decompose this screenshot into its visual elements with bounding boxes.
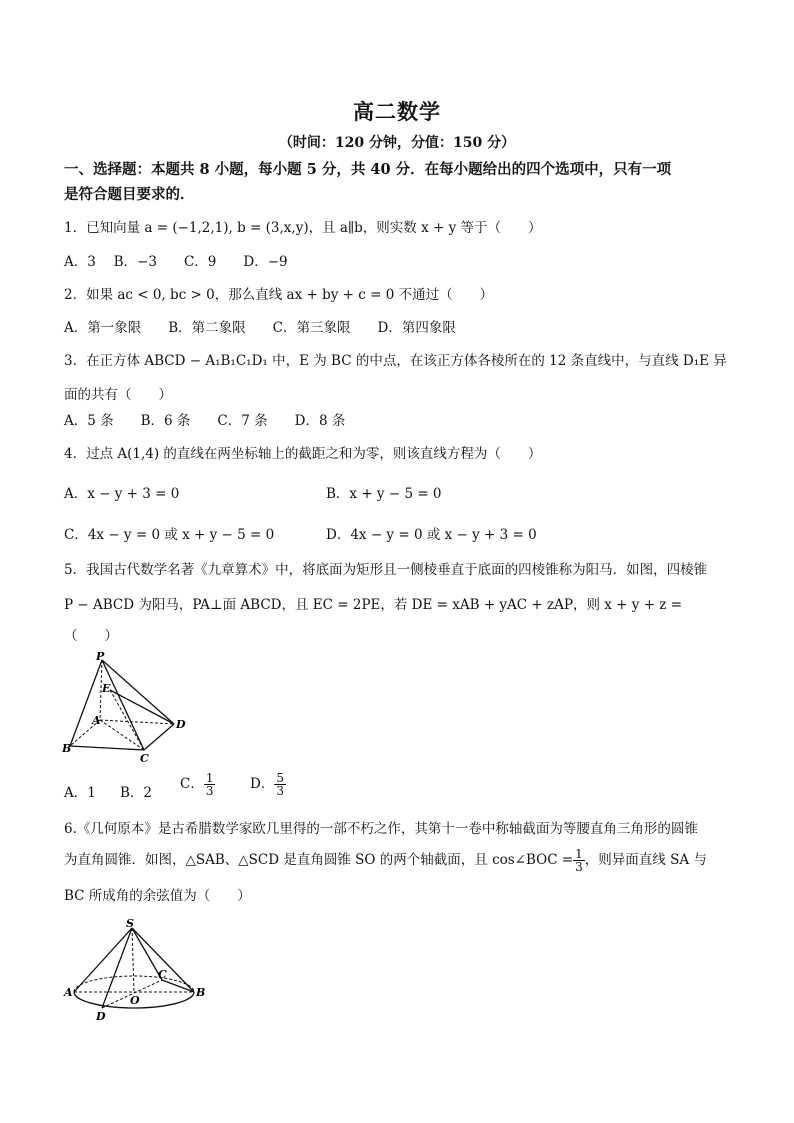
section-heading-line1: 一、选择题：本题共 8 小题，每小题 5 分，共 40 分．在每小题给出的四个选项中，只有一项 [64,161,672,178]
question-6-stem-line3: BC 所成角的余弦值为（ ） [64,888,251,904]
question-4-option-c: C．4x − y = 0 或 x + y − 5 = 0 [64,527,275,543]
figure-label: B [196,986,206,999]
figure-label: S [126,918,134,930]
cone-figure [62,918,212,1022]
question-5-stem-line3: （ ） [64,628,118,644]
figure-label: E [102,682,111,695]
figure-label: B [62,742,72,755]
section-heading-line2: 是符合题目要求的． [64,186,195,203]
question-4-option-a: A．x − y + 3 = 0 [64,486,180,502]
question-5-stem-line2: P − ABCD 为阳马，PA⊥面 ABCD，且 EC = 2PE，若 DE = xAB + yAC + zAP，则 x + y + z = [64,597,683,613]
question-3-stem-line1: 3．在正方体 ABCD − A₁B₁C₁D₁ 中，E 为 BC 的中点，在该正方体各棱所在的 12 条直线中，与直线 D₁E 异 [64,353,727,369]
question-6-stem-line1: 6.《几何原本》是古希腊数学家欧几里得的一部不朽之作，其第十一卷中称轴截面为等腰直角三角形的圆锥 [64,821,698,837]
question-2-stem: 2．如果 ac < 0, bc > 0，那么直线 ax + by + c = 0 不通过（ ） [64,287,494,303]
question-5-option-b: B．2 [120,785,153,801]
question-3-options: A．5 条 B．6 条 C．7 条 D．8 条 [64,413,346,429]
figure-label: D [96,1010,106,1022]
question-4-stem: 4．过点 A(1,4) 的直线在两坐标轴上的截距之和为零，则该直线方程为（ ） [64,446,542,462]
question-5-option-c: C． $\frac{1}{3}$ [180,771,214,798]
figure-label: D [176,718,186,731]
figure-label: A [64,986,73,999]
question-1-options: A．3 B．−3 C．9 D．−9 [64,254,288,270]
figure-label: C [158,968,167,981]
question-1-stem: 1．已知向量 a = (−1,2,1), b = (3,x,y)，且 a∥b，则实数 x + y 等于（ ） [64,220,542,236]
figure-label: C [140,752,149,764]
figure-label: O [130,994,140,1007]
question-5-option-a: A．1 [64,785,96,801]
fraction: $\frac{5}{3}$ [276,771,284,798]
pyramid-figure [62,652,192,764]
fraction: $\frac{1}{3}$ [205,771,214,798]
page-title: 高二数学 [353,99,441,124]
question-4-option-d: D．4x − y = 0 或 x − y + 3 = 0 [326,527,537,543]
question-4-option-b: B．x + y − 5 = 0 [326,486,442,502]
exam-info: （时间：120 分钟，分值：150 分） [278,135,516,151]
fraction: $\frac{1}{3}$ [575,847,583,874]
question-5-option-d: D． $\frac{5}{3}$ [250,771,284,798]
question-6-stem-line2: 为直角圆锥．如图，△SAB、△SCD 是直角圆锥 SO 的两个轴截面，且 cos∠BOC = $\frac{1}{3}$ ，则异面直线 SA 与 [64,847,707,874]
figure-label: A [92,714,101,727]
question-2-options: A．第一象限 B．第二象限 C．第三象限 D．第四象限 [64,320,456,336]
question-5-stem-line1: 5．我国古代数学名著《九章算术》中，将底面为矩形且一侧棱垂直于底面的四棱锥称为阳马．如图，四棱锥 [64,562,708,578]
question-3-stem-line2: 面的共有（ ） [64,387,172,403]
figure-label: P [96,652,105,663]
